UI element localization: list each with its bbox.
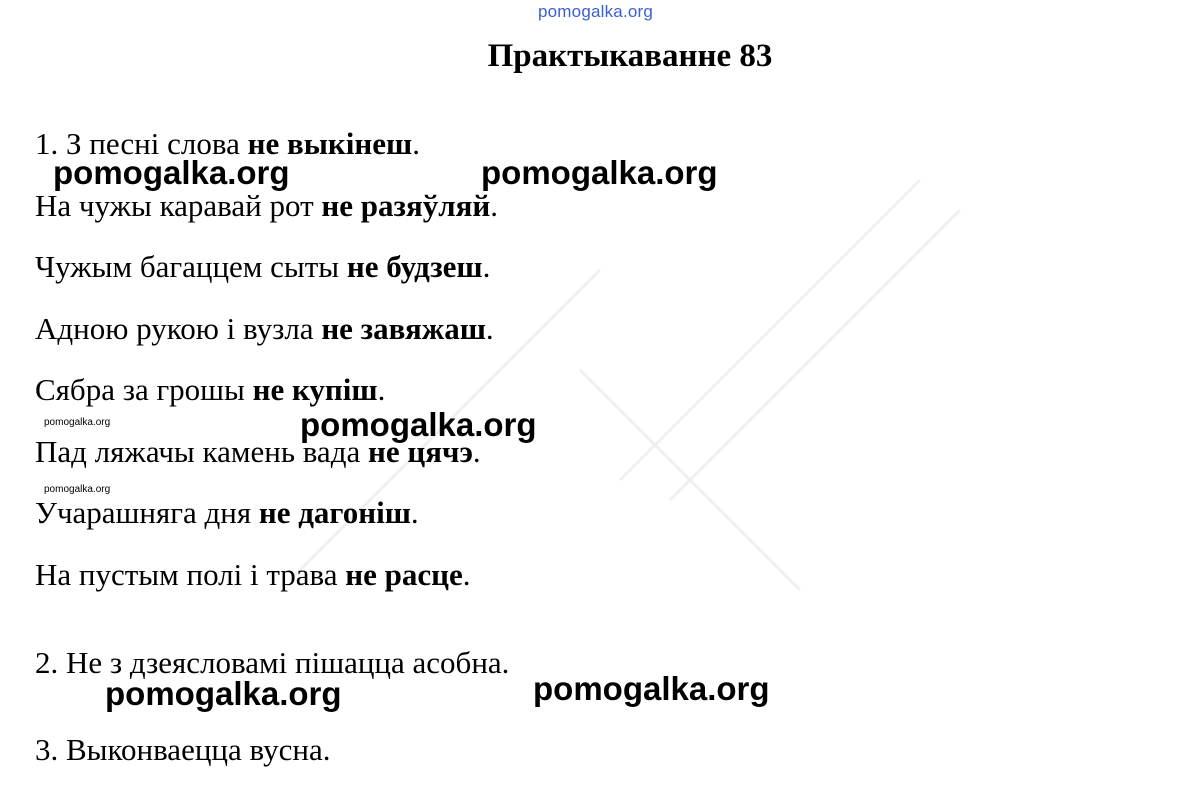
answer-line-7: Учарашняга дня не дагоніш.	[35, 495, 419, 530]
watermark-overlay: pomogalka.org	[481, 154, 718, 191]
answer-line-8: На пустым полі і трава не расце.	[35, 557, 471, 592]
watermark-overlay: pomogalka.org	[300, 406, 537, 443]
watermark-small: pomogalka.org	[44, 484, 111, 495]
answer-line-5: Сябра за грошы не купіш.	[35, 372, 386, 407]
watermark-small: pomogalka.org	[44, 417, 111, 428]
page-title: Практыкаванне 83	[487, 38, 773, 74]
watermark-overlay: pomogalka.org	[533, 670, 770, 707]
answer-line-6: Пад ляжачы камень вада не цячэ.	[35, 434, 481, 469]
watermark-overlay: pomogalka.org	[53, 154, 290, 191]
watermark-overlay: pomogalka.org	[105, 675, 342, 712]
watermark-top: pomogalka.org	[538, 2, 654, 21]
answer-line-4: Адною рукою і вузла не завяжаш.	[35, 311, 494, 346]
answer-line-1: 1. З песні слова не выкінеш.	[35, 126, 420, 161]
answer-line-2: На чужы каравай рот не разяўляй.	[35, 188, 499, 223]
answer-line-10: 3. Выконваецца вусна.	[35, 732, 331, 767]
answer-line-9: 2. Не з дзеясловамі пішацца асобна.	[35, 645, 510, 680]
answer-line-3: Чужым багаццем сыты не будзеш.	[35, 249, 491, 284]
